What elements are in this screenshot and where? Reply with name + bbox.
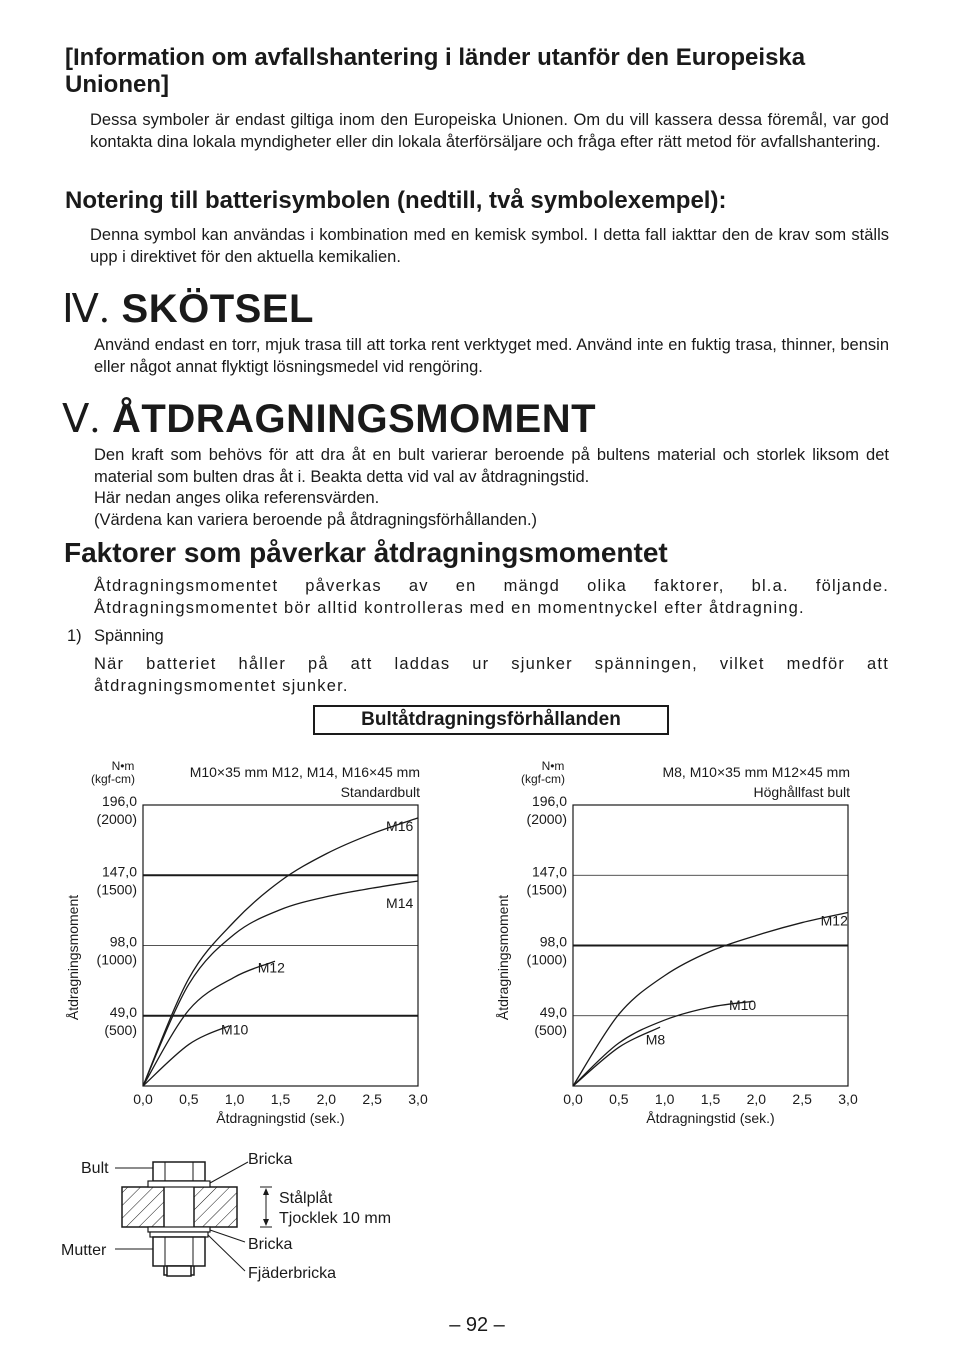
chart1-unit-bottom: (kgf-cm) [91, 772, 135, 786]
conditions-label: Bultåtdragningsförhållanden [313, 705, 669, 735]
chart2-subtitle: Höghållfast bult [753, 784, 850, 800]
chart2-unit-top: N•m [541, 759, 565, 773]
chart2-series-m12 [573, 913, 848, 1086]
chart2-xtick-4: 2,0 [746, 1091, 767, 1107]
label-bult: Bult [81, 1160, 109, 1177]
chart1-ytick-kgf-3: (500) [104, 1021, 137, 1038]
chart1-series-m16 [143, 818, 418, 1086]
chart1-ytick-kgf-2: (1000) [96, 951, 137, 968]
section-v-line2: Här nedan anges olika referensvärden. [94, 489, 380, 507]
torque-chart-high-strength [430, 740, 907, 1140]
chart2-ytick-nm-2: 98,0 [539, 933, 567, 950]
bolt-head [153, 1162, 205, 1181]
chart1-series-label-m10: M10 [221, 1021, 249, 1038]
chart2-ytick-kgf-3: (500) [534, 1021, 567, 1038]
chart2-unit-bottom: (kgf-cm) [521, 772, 565, 786]
chart1-series-m14 [143, 881, 418, 1086]
chart2-ytick-kgf-1: (1500) [526, 881, 567, 898]
section-v-title-text: ÅTDRAGNINGSMOMENT [112, 397, 597, 441]
chart1-series-label-m12: M12 [257, 959, 285, 976]
chart2-series-label-m8: M8 [645, 1031, 666, 1048]
chart1-xtick-6: 3,0 [408, 1091, 428, 1107]
label-tjocklek: Tjocklek 10 mm [279, 1210, 392, 1227]
chart2-xtick-6: 3,0 [838, 1091, 858, 1107]
chart1-ytick-nm-3: 49,0 [109, 1003, 137, 1020]
torque-chart-standard [0, 740, 477, 1140]
chart1-xtick-4: 2,0 [316, 1091, 337, 1107]
chart2-xtick-1: 0,5 [609, 1091, 629, 1107]
chart1-ytick-nm-2: 98,0 [109, 933, 137, 950]
chart1-xtick-0: 0,0 [133, 1091, 153, 1107]
factor-item-body: När batteriet håller på att laddas ur sjunker spänningen, vilket medför att åtdragningsmomentet sjunker. [94, 655, 889, 695]
washer-top [148, 1181, 210, 1187]
factors-heading: Faktorer som påverkar åtdragningsmomentet [64, 537, 668, 568]
nut [153, 1237, 205, 1266]
chart1-ylabel: Åtdragningsmoment [65, 894, 81, 1021]
chart1-unit-top: N•m [111, 759, 135, 773]
section-v-line3: (Värdena kan variera beroende på åtdragningsförhållanden.) [94, 511, 538, 529]
section-iv-numeral: Ⅳ. [62, 286, 110, 331]
label-bricka-bottom: Bricka [248, 1236, 293, 1253]
section-v-line1: Den kraft som behövs för att dra åt en bult varierar beroende på bultens material och storlek liksom det material som bulten dras åt i. Beakta detta vid val av åtdragningstid. [94, 446, 889, 486]
chart2-xtick-0: 0,0 [563, 1091, 583, 1107]
chart1-xtick-5: 2,5 [362, 1091, 382, 1107]
factor-item-label: Spänning [94, 627, 164, 645]
chart2-ytick-kgf-2: (1000) [526, 951, 567, 968]
chart2-ylabel: Åtdragningsmoment [495, 894, 511, 1021]
info-heading: [Information om avfallshantering i länder utanför den Europeiska Unionen] [65, 44, 806, 98]
section-v-numeral: Ⅴ. [62, 396, 101, 441]
chart1-series-label-m16: M16 [386, 817, 414, 834]
chart1-ytick-nm-0: 196,0 [101, 793, 137, 809]
info-body: Dessa symboler är endast giltiga inom den Europeiska Unionen. Om du vill kassera dessa föremål, var god kontakta dina lokala myndigheter eller din lokala återförsäljare och fråga efter rätt metod för avfallshantering. [90, 111, 889, 151]
label-fjaderbricka: Fjäderbricka [248, 1265, 337, 1282]
leader-bricka-bottom [210, 1230, 245, 1242]
section-v-title [62, 397, 892, 441]
chart1-xtick-1: 0,5 [179, 1091, 199, 1107]
chart2-title: M8, M10×35 mm M12×45 mm [662, 764, 850, 780]
chart1-xtick-3: 1,5 [270, 1091, 291, 1107]
label-mutter: Mutter [61, 1242, 107, 1259]
label-stalplat: Stålplåt [279, 1190, 333, 1207]
chart1-title: M10×35 mm M12, M14, M16×45 mm [189, 764, 420, 780]
section-iv-title-text: SKÖTSEL [121, 287, 314, 331]
chart1-ytick-kgf-1: (1500) [96, 881, 137, 898]
chart2-ytick-nm-0: 196,0 [531, 793, 567, 809]
section-iv-title [62, 287, 892, 331]
chart2-xtick-2: 1,0 [654, 1091, 675, 1107]
chart2-series-label-m10: M10 [728, 997, 757, 1014]
chart1-xtick-2: 1,0 [224, 1091, 245, 1107]
chart2-xlabel: Åtdragningstid (sek.) [646, 1110, 775, 1126]
chart1-series-label-m14: M14 [386, 895, 414, 912]
bolt-diagram [55, 1145, 455, 1295]
chart1-xlabel: Åtdragningstid (sek.) [216, 1110, 345, 1126]
leader-bricka-top [210, 1162, 248, 1183]
chart2-xtick-3: 1,5 [700, 1091, 721, 1107]
chart2-ytick-kgf-0: (2000) [526, 811, 567, 827]
page-number: – 92 – [449, 1314, 505, 1336]
chart2-xtick-5: 2,5 [792, 1091, 812, 1107]
battery-body: Denna symbol kan användas i kombination med en kemisk symbol. I detta fall iakttar den de krav som ställs upp i direktivet för den aktuella kemikalien. [90, 226, 889, 266]
chart1-ytick-nm-1: 147,0 [101, 863, 137, 880]
chart2-ytick-nm-1: 147,0 [531, 863, 567, 880]
washer-bottom [148, 1227, 210, 1232]
battery-heading: Notering till batterisymbolen (nedtill, två symbolexempel): [65, 187, 727, 214]
chart2-ytick-nm-3: 49,0 [539, 1003, 567, 1020]
section-iv-body: Använd endast en torr, mjuk trasa till att torka rent verktyget med. Använd inte en fuktig trasa, thinner, bensin eller något annat flyktigt lösningsmedel vid rengöring. [94, 336, 889, 376]
chart2-series-label-m12: M12 [820, 912, 848, 929]
factors-body: Åtdragningsmomentet påverkas av en mängd olika faktorer, bl.a. följande. Åtdragningsmomentet bör alltid kontrolleras med en momentnyckel efter åtdragning. [94, 577, 889, 617]
label-bricka-top: Bricka [248, 1151, 293, 1168]
chart1-ytick-kgf-0: (2000) [96, 811, 137, 827]
factor-item-number: 1) [67, 627, 82, 645]
chart1-subtitle: Standardbult [340, 784, 420, 800]
